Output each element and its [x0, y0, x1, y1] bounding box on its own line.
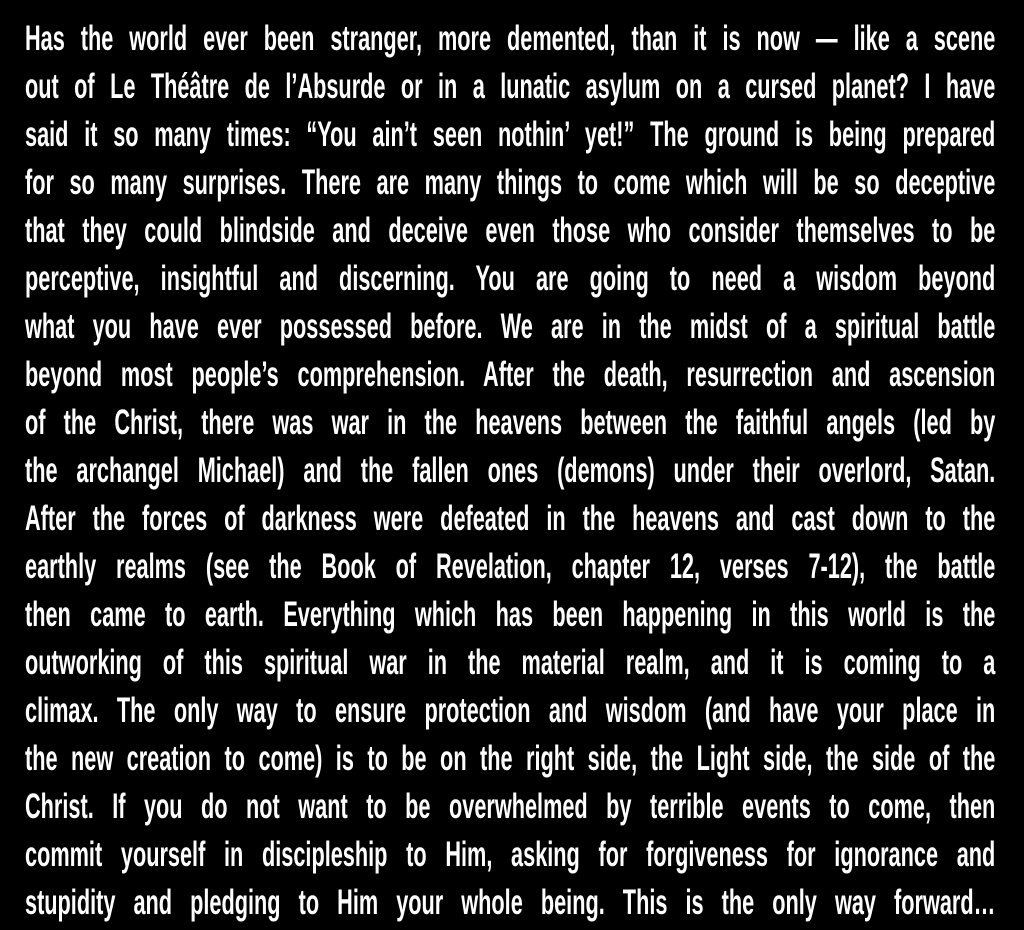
text-line: climax. The only way to ensure protection and wisdom (and have your place in: [25, 691, 996, 730]
paragraph: [25, 15, 995, 927]
text-line: outworking of this spiritual war in the material realm, and it is coming to a: [25, 643, 996, 682]
text-line: stupidity and pledging to Him your whole being. This is the only way forward…: [25, 883, 996, 922]
text-line: the new creation to come) is to be on the right side, the Light side, the side of the: [25, 739, 996, 778]
text-line: for so many surprises. There are many things to come which will be so deceptive: [25, 163, 996, 202]
text-line: then came to earth. Everything which has been happening in this world is the: [25, 595, 996, 634]
text-line: perceptive, insightful and discerning. You are going to need a wisdom beyond: [25, 259, 996, 298]
text-line: the archangel Michael) and the fallen ones (demons) under their overlord, Satan.: [25, 451, 996, 490]
text-line: beyond most people’s comprehension. After the death, resurrection and ascension: [25, 355, 996, 394]
text-line: After the forces of darkness were defeated in the heavens and cast down to the: [25, 499, 996, 538]
text-line: Has the world ever been stranger, more demented, than it is now — like a scene: [25, 19, 996, 58]
text-line: that they could blindside and deceive even those who consider themselves to be: [25, 211, 996, 250]
text-line: what you have ever possessed before. We are in the midst of a spiritual battle: [25, 307, 996, 346]
text-line: out of Le Théâtre de l’Absurde or in a lunatic asylum on a cursed planet? I have: [25, 67, 996, 106]
text-line: earthly realms (see the Book of Revelation, chapter 12, verses 7-12), the battle: [25, 547, 996, 586]
text-line: Christ. If you do not want to be overwhelmed by terrible events to come, then: [25, 787, 996, 826]
text-line: of the Christ, there was war in the heavens between the faithful angels (led by: [25, 403, 996, 442]
text-line: said it so many times: “You ain’t seen nothin’ yet!” The ground is being prepared: [25, 115, 996, 154]
text-line: commit yourself in discipleship to Him, asking for forgiveness for ignorance and: [25, 835, 996, 874]
